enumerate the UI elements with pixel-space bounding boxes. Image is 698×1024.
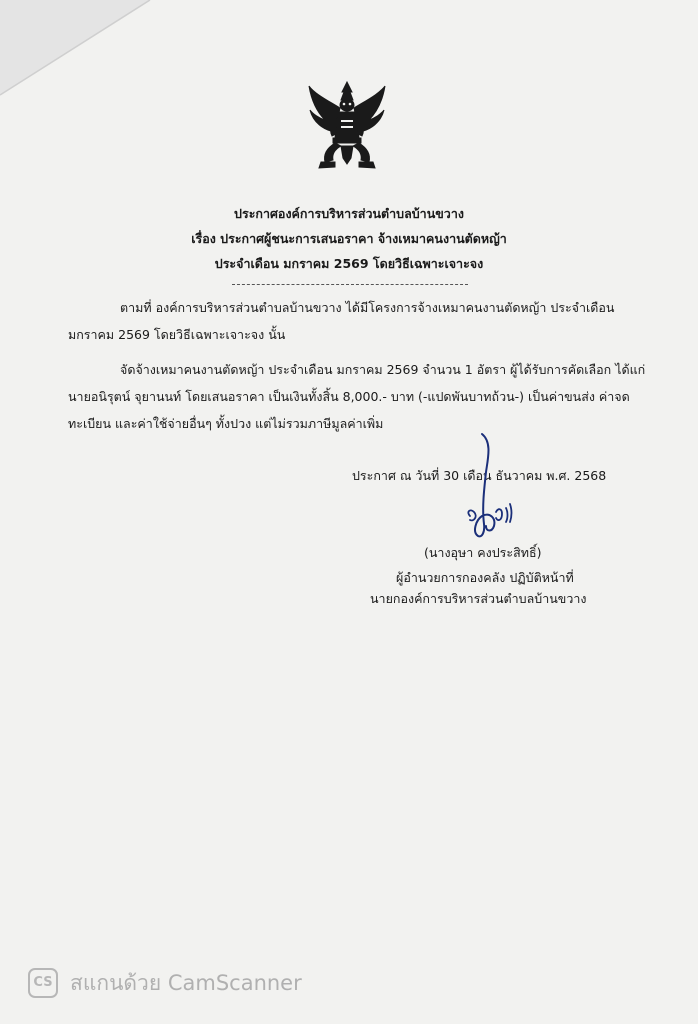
signer-name: (นางอุษา คงประสิทธิ์) <box>424 545 542 560</box>
paragraph-1-line-2: มกราคม 2569 โดยวิธีเฉพาะเจาะจง นั้น <box>68 327 286 342</box>
paragraph-2-line-1: จัดจ้างเหมาคนงานตัดหญ้า ประจำเดือน มกราคม 2569 จำนวน 1 อัตรา ผู้ได้รับการคัดเลือก ได้แก่ <box>120 362 646 377</box>
camscanner-logo-icon: CS <box>28 968 58 998</box>
paragraph-2-line-3: ทะเบียน และค่าใช้จ่ายอื่นๆ ทั้งปวง แต่ไม่รวมภาษีมูลค่าเพิ่ม <box>68 416 384 431</box>
announcement-heading: ประกาศองค์การบริหารส่วนตำบลบ้านขวาง <box>234 206 464 221</box>
announcement-period: ประจำเดือน มกราคม 2569 โดยวิธีเฉพาะเจาะจง <box>214 256 484 271</box>
announcement-subject: เรื่อง ประกาศผู้ชนะการเสนอราคา จ้างเหมาคนงานตัดหญ้า <box>191 231 507 246</box>
announcement-date: ประกาศ ณ วันที่ 30 เดือน ธันวาคม พ.ศ. 2568 <box>352 468 607 483</box>
paragraph-2-line-2: นายอนิรุตน์ จุยานนท์ โดยเสนอราคา เป็นเงินทั้งสิ้น 8,000.- บาท (-แปดพันบาทถ้วน-) เป็นค่าขนส่ง ค่าจด <box>68 389 630 404</box>
signer-title-1: ผู้อำนวยการกองคลัง ปฏิบัติหน้าที่ <box>396 570 574 585</box>
paragraph-1-line-1: ตามที่ องค์การบริหารส่วนตำบลบ้านขวาง ได้มีโครงการจ้างเหมาคนงานตัดหญ้า ประจำเดือน <box>120 300 615 315</box>
garuda-emblem-icon <box>305 80 389 172</box>
signer-title-2: นายกองค์การบริหารส่วนตำบลบ้านขวาง <box>370 591 587 606</box>
camscanner-watermark: สแกนด้วย CamScanner <box>70 971 302 995</box>
header-divider <box>232 284 468 285</box>
handwritten-signature-icon <box>452 432 532 560</box>
